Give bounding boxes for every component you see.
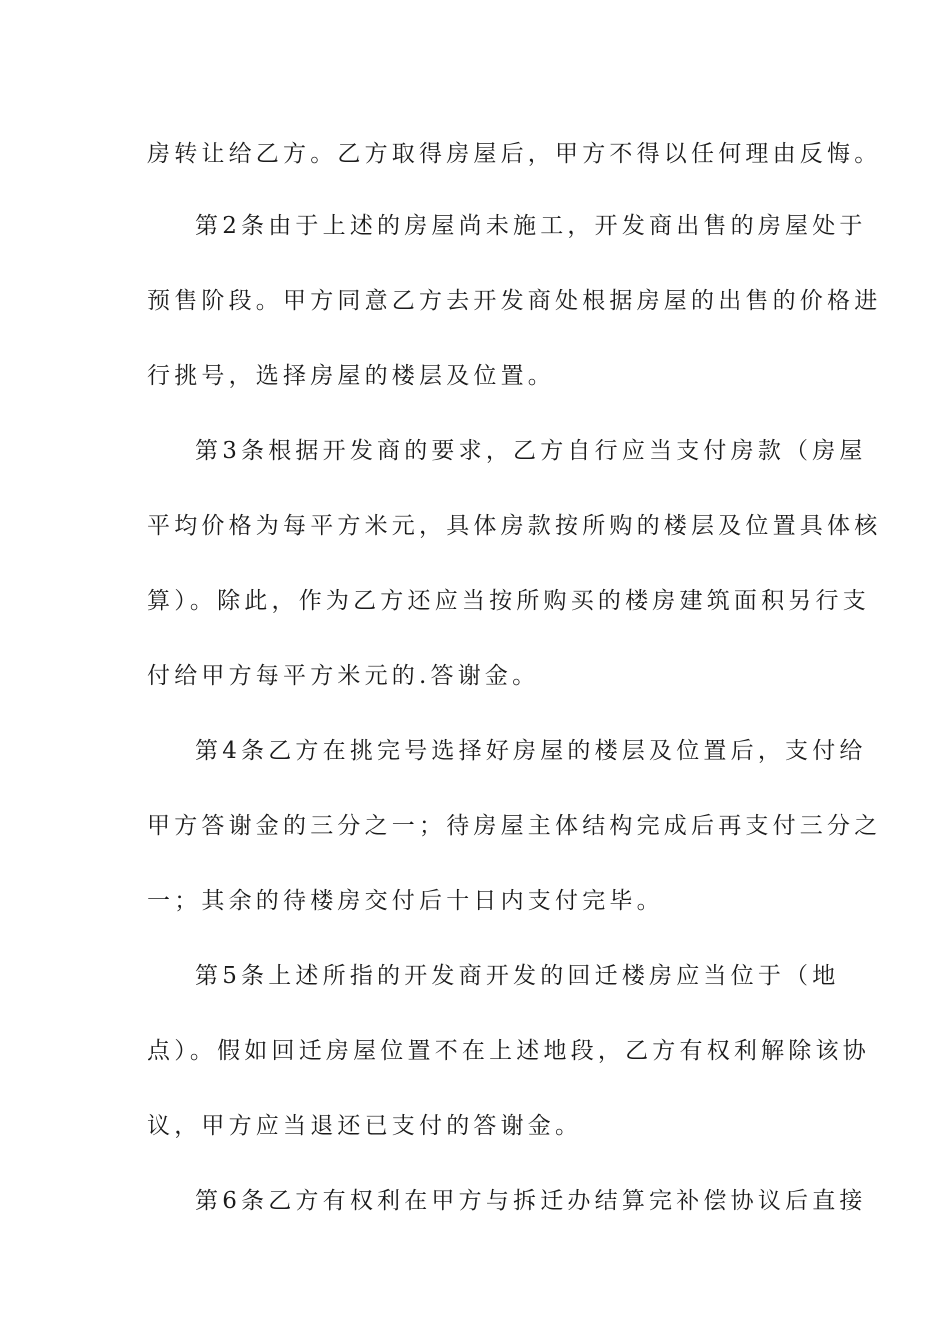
paragraph-line: 付给甲方每平方米元的.答谢金。 <box>147 663 540 689</box>
paragraph-line: 房转让给乙方。乙方取得房屋后，甲方不得以任何理由反悔。 <box>147 141 882 167</box>
paragraph-line: 点）。假如回迁房屋位置不在上述地段，乙方有权利解除该协 <box>147 1038 870 1064</box>
paragraph-line: 第3条根据开发商的要求，乙方自行应当支付房款（房屋 <box>195 438 867 464</box>
paragraph-line: 算）。除此，作为乙方还应当按所购买的楼房建筑面积另行支 <box>147 588 870 614</box>
paragraph-line: 平均价格为每平方米元，具体房款按所购的楼层及位置具体核 <box>147 513 882 539</box>
paragraph-line: 第5条上述所指的开发商开发的回迁楼房应当位于（地 <box>195 963 840 989</box>
paragraph-line: 第2条由于上述的房屋尚未施工，开发商出售的房屋处于 <box>195 213 867 239</box>
paragraph-line: 甲方答谢金的三分之一；待房屋主体结构完成后再支付三分之 <box>147 813 882 839</box>
paragraph-line: 预售阶段。甲方同意乙方去开发商处根据房屋的出售的价格进 <box>147 288 882 314</box>
paragraph-line: 第4条乙方在挑完号选择好房屋的楼层及位置后，支付给 <box>195 738 867 764</box>
paragraph-line: 行挑号，选择房屋的楼层及位置。 <box>147 363 555 389</box>
paragraph-line: 第6条乙方有权利在甲方与拆迁办结算完补偿协议后直接 <box>195 1188 867 1214</box>
paragraph-line: 一；其余的待楼房交付后十日内支付完毕。 <box>147 888 664 914</box>
paragraph-line: 议，甲方应当退还已支付的答谢金。 <box>147 1113 583 1139</box>
